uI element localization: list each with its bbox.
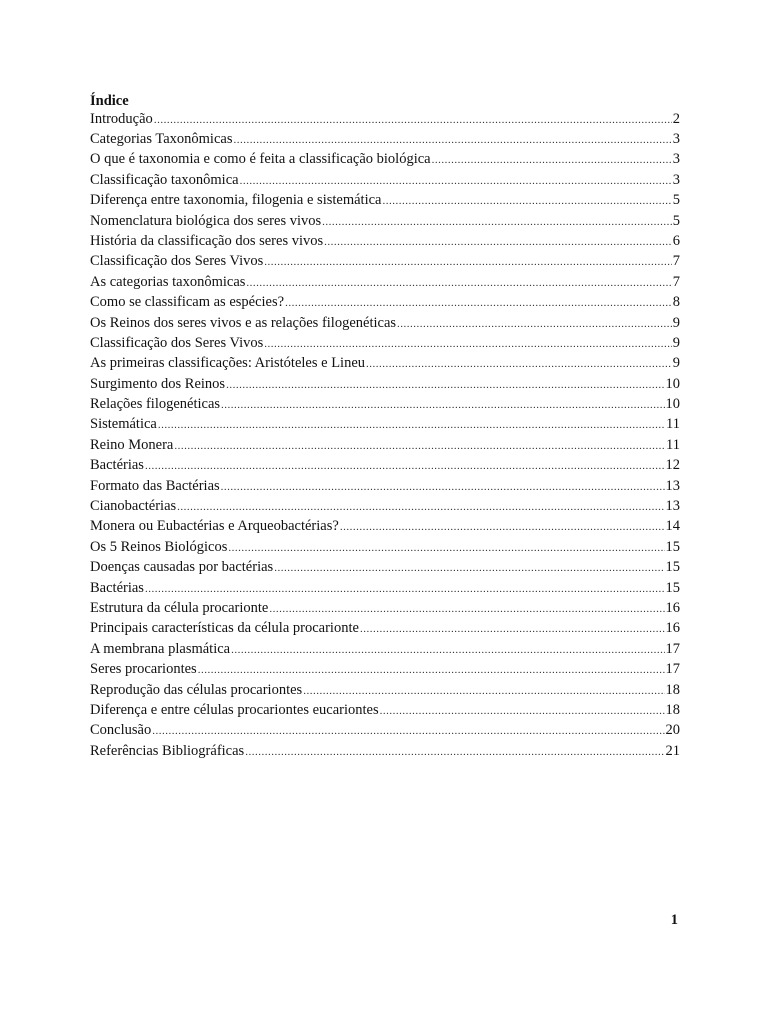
toc-entry-title[interactable]: Classificação taxonômica xyxy=(90,171,239,188)
dot-leader xyxy=(382,191,671,211)
toc-entry-page: 20 xyxy=(665,722,680,739)
toc-entry-page: 18 xyxy=(665,701,680,718)
toc-entry[interactable] xyxy=(90,598,680,618)
toc-entry-title[interactable]: Bactérias xyxy=(90,457,144,474)
toc-entry[interactable] xyxy=(90,557,680,577)
toc-entry[interactable] xyxy=(90,476,680,496)
toc-entry[interactable] xyxy=(90,639,680,659)
toc-entry-page: 2 xyxy=(672,111,680,127)
toc-entry-title[interactable]: Reino Monera xyxy=(90,436,174,453)
toc-entry[interactable] xyxy=(90,272,680,292)
dot-leader xyxy=(340,517,665,537)
toc-entry[interactable] xyxy=(90,720,680,740)
dot-leader xyxy=(228,538,664,558)
toc-entry-title[interactable]: A membrana plasmática xyxy=(90,640,231,657)
toc-entry[interactable] xyxy=(90,741,680,761)
toc-entry-page: 3 xyxy=(672,151,680,168)
toc-entry-title[interactable]: Diferença entre taxonomia, filogenia e sistemática xyxy=(90,192,382,209)
dot-leader xyxy=(366,354,672,374)
dot-leader xyxy=(285,293,672,313)
toc-entry[interactable] xyxy=(90,353,680,373)
toc-entry-title[interactable]: Categorias Taxonômicas xyxy=(90,131,233,147)
toc-entry-page: 9 xyxy=(672,355,680,372)
toc-entry-title[interactable]: Monera ou Eubactérias e Arqueobactérias? xyxy=(90,518,339,535)
toc-entry-title[interactable]: As categorias taxonômicas xyxy=(90,273,246,290)
toc-entry[interactable] xyxy=(90,394,680,414)
toc-entry-page: 15 xyxy=(665,579,680,596)
toc-entry-title[interactable]: História da classificação dos seres vivos xyxy=(90,232,324,249)
toc-entry-page: 18 xyxy=(665,681,680,698)
toc-entry-title[interactable]: Os 5 Reinos Biológicos xyxy=(90,538,228,555)
toc-entry-title[interactable]: Bactérias xyxy=(90,579,144,596)
toc-entry-title[interactable]: O que é taxonomia e como é feita a classificação biológica xyxy=(90,151,431,168)
dot-leader xyxy=(264,334,672,354)
toc-entry-page: 11 xyxy=(666,416,680,433)
dot-leader xyxy=(360,619,665,639)
toc-entry[interactable] xyxy=(90,659,680,679)
toc-entry-title[interactable]: Formato das Bactérias xyxy=(90,477,220,494)
toc-entry-title[interactable]: Relações filogenéticas xyxy=(90,396,221,413)
dot-leader xyxy=(158,415,665,435)
toc-entry-page: 11 xyxy=(666,436,680,453)
toc-entry[interactable] xyxy=(90,680,680,700)
toc-entry[interactable] xyxy=(90,537,680,557)
toc-entry[interactable] xyxy=(90,496,680,516)
toc-entry[interactable] xyxy=(90,251,680,271)
toc-entry-title[interactable]: Os Reinos dos seres vivos e as relações filogenéticas xyxy=(90,314,397,331)
toc-entry[interactable] xyxy=(90,292,680,312)
dot-leader xyxy=(324,232,672,252)
toc-entry-page: 9 xyxy=(672,314,680,331)
toc-entry-title[interactable]: Doenças causadas por bactérias xyxy=(90,559,274,576)
toc-entry-page: 3 xyxy=(672,131,680,147)
toc-entry-title[interactable]: Como se classificam as espécies? xyxy=(90,294,285,311)
toc-entry-page: 7 xyxy=(672,253,680,270)
toc-entry-page: 21 xyxy=(665,742,680,759)
toc-entry[interactable] xyxy=(90,190,680,210)
dot-leader xyxy=(264,252,672,272)
toc-entry-page: 5 xyxy=(672,192,680,209)
toc-entry-page: 10 xyxy=(665,396,680,413)
toc-entry[interactable] xyxy=(90,435,680,455)
dot-leader xyxy=(269,599,664,619)
dot-leader xyxy=(226,375,664,395)
toc-entry-title[interactable]: Classificação dos Seres Vivos xyxy=(90,253,264,270)
toc-entry[interactable] xyxy=(90,333,680,353)
toc-entry[interactable] xyxy=(90,170,680,190)
toc-entry-title[interactable]: Nomenclatura biológica dos seres vivos xyxy=(90,212,322,229)
toc-entry-page: 6 xyxy=(672,232,680,249)
toc-entry-page: 8 xyxy=(672,294,680,311)
toc-entry-page: 16 xyxy=(665,599,680,616)
dot-leader xyxy=(322,212,672,232)
toc-entry-page: 14 xyxy=(665,518,680,535)
dot-leader xyxy=(231,640,664,660)
toc-entry[interactable] xyxy=(90,414,680,434)
toc-entry-title[interactable]: Conclusão xyxy=(90,722,152,739)
toc-entry-page: 5 xyxy=(672,212,680,229)
dot-leader xyxy=(240,171,672,191)
dot-leader xyxy=(177,497,664,517)
toc-entry[interactable] xyxy=(90,211,680,231)
toc-entry-title[interactable]: Reprodução das células procariontes xyxy=(90,681,303,698)
dot-leader xyxy=(221,477,665,497)
toc-entry-title[interactable]: Principais características da célula procarionte xyxy=(90,620,359,637)
toc-entry-page: 13 xyxy=(665,477,680,494)
toc-entry[interactable] xyxy=(90,618,680,638)
dot-leader xyxy=(154,111,672,130)
dot-leader xyxy=(174,436,665,456)
toc-entry-page: 13 xyxy=(665,498,680,515)
toc-entry[interactable] xyxy=(90,149,680,169)
dot-leader xyxy=(397,314,672,334)
toc-entry[interactable] xyxy=(90,578,680,598)
dot-leader xyxy=(152,721,664,741)
toc-entry[interactable] xyxy=(90,374,680,394)
toc-entry[interactable] xyxy=(90,313,680,333)
dot-leader xyxy=(145,456,665,476)
toc-entry-title[interactable]: Estrutura da célula procarionte xyxy=(90,599,269,616)
toc-entry-page: 12 xyxy=(665,457,680,474)
toc-entry-page: 15 xyxy=(665,559,680,576)
page-number: 1 xyxy=(670,912,678,928)
toc-entry[interactable] xyxy=(90,516,680,536)
toc-entry-page: 7 xyxy=(672,273,680,290)
dot-leader xyxy=(198,660,665,680)
toc-entry-title[interactable]: Seres procariontes xyxy=(90,661,197,678)
table-of-contents xyxy=(90,93,680,761)
toc-entry-page: 15 xyxy=(665,538,680,555)
toc-entry-title[interactable]: Referências Bibliográficas xyxy=(90,742,245,759)
toc-entry[interactable] xyxy=(90,129,680,149)
dot-leader xyxy=(303,681,664,701)
toc-entry-title[interactable]: As primeiras classificações: Aristóteles e Lineu xyxy=(90,355,366,372)
dot-leader xyxy=(380,701,665,721)
dot-leader xyxy=(233,130,671,150)
toc-heading: Índice xyxy=(90,93,129,109)
toc-entry-title[interactable]: Cianobactérias xyxy=(90,498,177,515)
toc-entry[interactable] xyxy=(90,700,680,720)
toc-entry-page: 3 xyxy=(672,171,680,188)
toc-entry-title[interactable]: Diferença e entre células procariontes eucariontes xyxy=(90,701,379,718)
dot-leader xyxy=(245,742,664,762)
dot-leader xyxy=(221,395,664,415)
dot-leader xyxy=(432,150,672,170)
toc-entry-page: 10 xyxy=(665,375,680,392)
toc-entry-title[interactable]: Introdução xyxy=(90,111,153,127)
toc-entry-page: 17 xyxy=(665,640,680,657)
toc-list xyxy=(90,110,680,761)
toc-entry-title[interactable]: Surgimento dos Reinos xyxy=(90,375,226,392)
toc-entry[interactable] xyxy=(90,455,680,475)
dot-leader xyxy=(274,558,664,578)
dot-leader xyxy=(145,579,665,599)
toc-entry-page: 16 xyxy=(665,620,680,637)
toc-entry[interactable] xyxy=(90,110,680,129)
dot-leader xyxy=(246,273,671,293)
toc-entry-page: 17 xyxy=(665,661,680,678)
toc-entry-page: 9 xyxy=(672,334,680,351)
toc-entry-title[interactable]: Sistemática xyxy=(90,416,157,433)
toc-entry-title[interactable]: Classificação dos Seres Vivos xyxy=(90,334,264,351)
toc-entry[interactable] xyxy=(90,231,680,251)
